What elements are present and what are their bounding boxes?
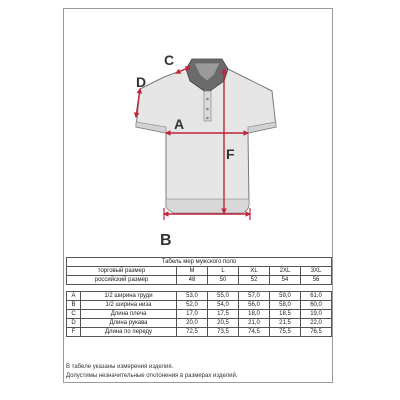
size-cell: L [208,267,239,276]
button-2 [206,108,209,111]
measure-row [67,292,332,301]
size-cell: XL [239,267,270,276]
measure-row [67,328,332,337]
measure-cell: 52,0 [177,301,208,310]
measure-cell: 18,0 [239,310,270,319]
button-3 [206,117,209,120]
measure-cell: 73,5 [208,328,239,337]
measure-cell: 60,0 [301,301,332,310]
measure-cell: 53,0 [177,292,208,301]
size-row [67,276,332,285]
polo-shirt-illustration [64,9,334,254]
measure-row [67,310,332,319]
size-cell: M [177,267,208,276]
size-cell: 54 [270,276,301,285]
measure-cell: 20,5 [208,319,239,328]
measure-cell: 76,5 [301,328,332,337]
table-title-row [67,258,332,267]
measure-cell: 56,0 [239,301,270,310]
size-cell: 48 [177,276,208,285]
measure-cell: 20,0 [177,319,208,328]
measure-cell: 59,0 [270,292,301,301]
measure-cell: 74,5 [239,328,270,337]
placket [204,91,211,121]
table-title: Табель мер мужского поло [67,258,332,267]
size-table [66,257,332,337]
label-c: C [164,52,175,68]
table-spacer [67,285,332,292]
measure-code: D [67,319,81,328]
label-d: D [136,74,147,90]
button-1 [206,98,209,101]
size-cell: 50 [208,276,239,285]
measure-cell: 18,5 [270,310,301,319]
size-row [67,267,332,276]
size-cell: 56 [301,276,332,285]
hem-band [166,199,249,213]
note-line-2: Допустимы незначительные отклонения в размерах изделий. [66,373,238,379]
measure-cell: 22,0 [301,319,332,328]
measure-cell: 17,0 [177,310,208,319]
label-f: F [226,146,235,162]
measure-code: F [67,328,81,337]
measure-code: C [67,310,81,319]
size-row-label: торговый размер [67,267,177,276]
measure-row [67,319,332,328]
measure-label: Длина рукава [81,319,177,328]
measure-label: Длина плеча [81,310,177,319]
label-b: B [160,232,172,249]
size-cell: 2XL [270,267,301,276]
measure-cell: 61,0 [301,292,332,301]
note-line-1: В табеле указаны измерения изделия. [66,364,174,370]
measure-cell: 57,0 [239,292,270,301]
measure-row [67,301,332,310]
measure-code: B [67,301,81,310]
measure-cell: 17,5 [208,310,239,319]
size-chart-card [63,8,333,383]
measure-cell: 58,0 [270,301,301,310]
size-cell: 52 [239,276,270,285]
measure-label: Длина по переду [81,328,177,337]
size-cell: 3XL [301,267,332,276]
measure-label: 1/2 ширина низа [81,301,177,310]
table-spacer-row [67,285,332,292]
measure-code: A [67,292,81,301]
measure-cell: 55,0 [208,292,239,301]
measure-label: 1/2 ширина груди [81,292,177,301]
measure-cell: 75,5 [270,328,301,337]
table-notes [66,363,331,381]
measure-cell: 54,0 [208,301,239,310]
label-a: A [174,116,185,132]
measure-cell: 21,5 [270,319,301,328]
measure-cell: 19,0 [301,310,332,319]
measure-cell: 72,5 [177,328,208,337]
measure-cell: 21,0 [239,319,270,328]
size-row-label: российский размер [67,276,177,285]
size-table-wrapper [66,257,331,337]
